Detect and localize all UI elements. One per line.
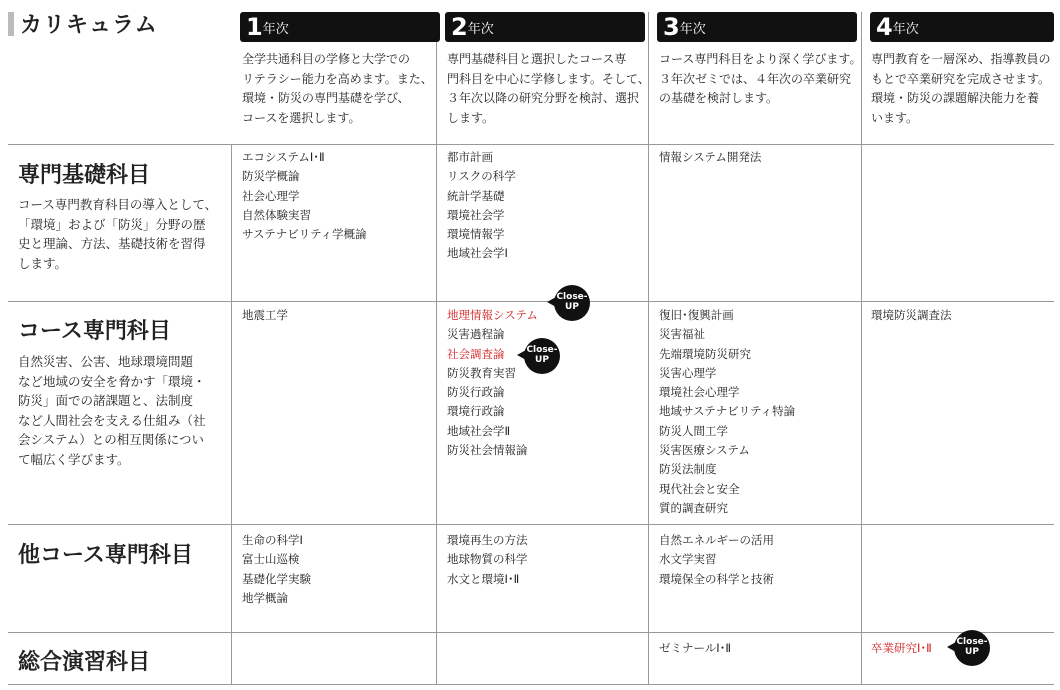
page-title: カリキュラム bbox=[20, 13, 158, 38]
course-item: 防災教育実習 bbox=[447, 365, 516, 380]
course-item: 環境情報学 bbox=[447, 227, 505, 242]
row-title-basic: 専門基礎科目 bbox=[18, 163, 151, 188]
course-item-highlight[interactable]: 社会調査論 bbox=[447, 346, 505, 361]
cell-other-y1 bbox=[242, 531, 447, 608]
course-item: リスクの科学 bbox=[447, 169, 516, 184]
course-item-highlight[interactable]: 地理情報システム bbox=[447, 308, 538, 322]
cell-other-y3 bbox=[659, 531, 864, 589]
column-divider bbox=[231, 144, 232, 684]
year-header-2: 2年次 bbox=[445, 12, 645, 42]
course-item: 災害心理学 bbox=[659, 365, 717, 380]
cell-other-y2 bbox=[447, 531, 652, 589]
cell-course-y2 bbox=[447, 306, 652, 460]
course-item: 社会心理学 bbox=[242, 188, 300, 203]
course-item: 先端環境防災研究 bbox=[659, 346, 751, 361]
close-up-badge[interactable]: Close- UP bbox=[524, 338, 560, 374]
course-item: 自然エネルギーの活用 bbox=[659, 533, 774, 547]
course-item: 基礎化学実験 bbox=[242, 571, 311, 586]
course-item: 自然体験実習 bbox=[242, 207, 311, 222]
course-item: 災害福祉 bbox=[659, 327, 705, 342]
row-divider bbox=[8, 301, 1054, 302]
course-item: 復旧･復興計画 bbox=[659, 308, 734, 322]
course-item: 防災法制度 bbox=[659, 462, 717, 477]
row-divider bbox=[8, 144, 1054, 145]
course-item: 防災社会情報論 bbox=[447, 443, 528, 458]
cell-seminar-y3 bbox=[659, 639, 864, 658]
course-item: 災害過程論 bbox=[447, 327, 505, 342]
cell-basic-y2 bbox=[447, 148, 652, 264]
course-item: 環境行政論 bbox=[447, 404, 505, 419]
course-item: 防災学概論 bbox=[242, 169, 300, 184]
course-item: 地域社会学Ⅰ bbox=[447, 246, 508, 261]
cell-course-y1 bbox=[242, 306, 447, 325]
course-item: 環境社会学 bbox=[447, 207, 505, 222]
year-header-1: 1年次 bbox=[240, 12, 440, 42]
course-item: サステナビリティ学概論 bbox=[242, 227, 367, 242]
course-item: 富士山巡検 bbox=[242, 552, 300, 567]
course-item: 地学概論 bbox=[242, 590, 288, 605]
course-item: ゼミナールⅠ･Ⅱ bbox=[659, 641, 732, 655]
course-item: エコシステムⅠ･Ⅱ bbox=[242, 150, 325, 164]
row-desc-basic: コース専門教育科目の導入として、 「環境」および「防災」分野の歴 史と理論、方法、基礎技術を習得 します。 bbox=[18, 197, 218, 271]
course-item: 地球物質の科学 bbox=[447, 552, 528, 567]
course-item: 生命の科学Ⅰ bbox=[242, 533, 303, 547]
row-divider bbox=[8, 632, 1054, 633]
course-item-highlight[interactable]: 卒業研究Ⅰ･Ⅱ bbox=[871, 641, 932, 655]
course-item: 水文学実習 bbox=[659, 552, 717, 567]
course-item: 地震工学 bbox=[242, 308, 288, 322]
year-3-description: コース専門科目をより深く学びます。 ３年次ゼミでは、４年次の卒業研究 の基礎を検討します。 bbox=[659, 52, 862, 105]
course-item: 都市計画 bbox=[447, 150, 493, 164]
year-1-description: 全学共通科目の学修と大学での リテラシー能力を高めます。また、 環境・防災の専門基礎を学び、 コースを選択します。 bbox=[242, 52, 433, 125]
course-item: 地域サステナビリティ特論 bbox=[659, 404, 796, 419]
course-item: 水文と環境Ⅰ･Ⅱ bbox=[447, 571, 520, 586]
row-desc-course: 自然災害、公害、地球環境問題 など地域の安全を脅かす「環境・ 防災」面での諸課題と、法制度 など人間社会を支える仕組み（社 会システム）との相互関係につい て幅広く学びます。 bbox=[18, 354, 206, 467]
course-item: 環境保全の科学と技術 bbox=[659, 571, 774, 586]
cell-basic-y3 bbox=[659, 148, 864, 167]
year-header-4: 4年次 bbox=[870, 12, 1054, 42]
year-header-3: 3年次 bbox=[657, 12, 857, 42]
year-4-description: 専門教育を一層深め、指導教員の もとで卒業研究を完成させます。 環境・防災の課題解決能力を養 います。 bbox=[871, 52, 1051, 125]
title-accent bbox=[8, 12, 14, 36]
close-up-badge[interactable]: Close- UP bbox=[954, 630, 990, 666]
course-item: 統計学基礎 bbox=[447, 188, 505, 203]
course-item: 現代社会と安全 bbox=[659, 481, 740, 496]
course-item: 環境再生の方法 bbox=[447, 533, 528, 547]
row-divider bbox=[8, 684, 1054, 685]
cell-course-y4 bbox=[871, 306, 1060, 325]
course-item: 情報システム開発法 bbox=[659, 150, 762, 164]
course-item: 環境社会心理学 bbox=[659, 385, 740, 400]
course-item: 防災人間工学 bbox=[659, 423, 728, 438]
course-item: 防災行政論 bbox=[447, 385, 505, 400]
cell-course-y3 bbox=[659, 306, 864, 518]
course-item: 災害医療システム bbox=[659, 443, 750, 458]
close-up-badge[interactable]: Close- UP bbox=[554, 285, 590, 321]
row-title-course: コース専門科目 bbox=[18, 319, 171, 344]
cell-basic-y1 bbox=[242, 148, 447, 244]
row-divider bbox=[8, 524, 1054, 525]
course-item: 質的調査研究 bbox=[659, 500, 728, 515]
course-item: 地域社会学Ⅱ bbox=[447, 423, 511, 438]
row-title-seminar: 総合演習科目 bbox=[18, 650, 151, 675]
row-title-other-course: 他コース専門科目 bbox=[18, 543, 193, 568]
course-item: 環境防災調査法 bbox=[871, 308, 952, 322]
year-2-description: 専門基礎科目と選択したコース専 門科目を中心に学修します。そして、 ３年次以降の研究分野を検討、選択 します。 bbox=[447, 52, 650, 125]
